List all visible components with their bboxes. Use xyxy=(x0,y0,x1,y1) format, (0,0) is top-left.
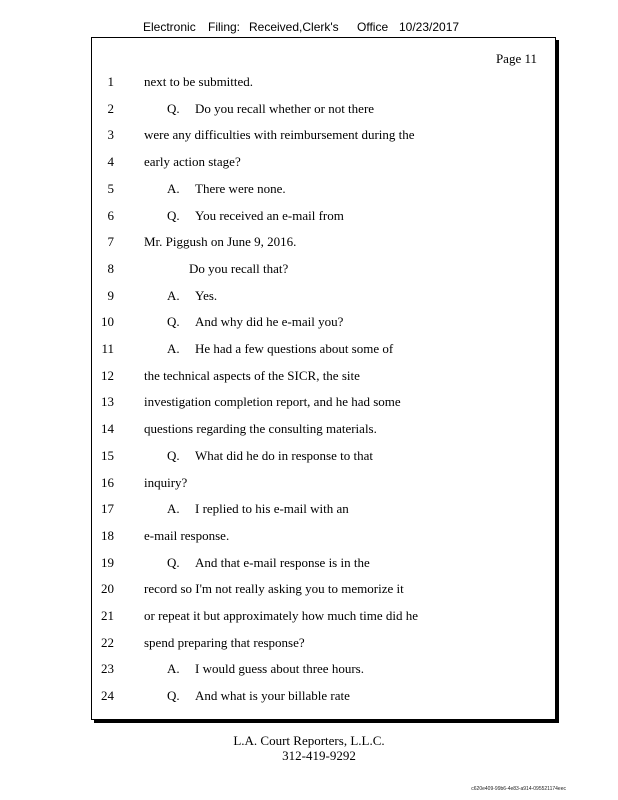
line-text xyxy=(144,73,253,91)
line-text xyxy=(144,474,187,492)
transcript-line xyxy=(92,500,532,518)
transcript-line xyxy=(92,367,532,385)
line-content: record so I'm not really asking you to memorize it xyxy=(144,581,404,597)
qa-marker: A. xyxy=(167,341,180,356)
qa-marker: Q. xyxy=(167,447,180,463)
transcript-line xyxy=(92,527,532,545)
line-text xyxy=(167,313,343,331)
line-text xyxy=(144,607,418,625)
line-number: 11 xyxy=(101,341,114,356)
line-content: Yes. xyxy=(195,287,218,303)
line-text xyxy=(144,153,241,171)
line-text xyxy=(167,207,344,225)
transcript-line xyxy=(92,420,532,438)
transcript-line xyxy=(92,233,532,251)
page-shadow-bottom xyxy=(94,720,559,723)
qa-marker: Q. xyxy=(167,100,180,116)
transcript-line xyxy=(92,153,532,171)
line-number: 21 xyxy=(101,608,114,623)
line-content: or repeat it but approximately how much time did he xyxy=(144,608,419,623)
qa-marker: Q. xyxy=(167,688,180,704)
line-content: And that e-mail response is in the xyxy=(195,554,370,570)
line-text xyxy=(167,100,374,118)
transcript-line xyxy=(92,607,532,625)
line-text xyxy=(189,260,288,278)
line-number: 5 xyxy=(107,180,114,196)
line-content: questions regarding the consulting materials. xyxy=(144,421,377,437)
line-content: I replied to his e-mail with an xyxy=(195,501,349,517)
qa-marker: A. xyxy=(167,287,180,303)
line-content: the technical aspects of the SICR, the site xyxy=(144,367,360,383)
transcript-line xyxy=(92,126,532,144)
filing-header-date: 10/23/2017 xyxy=(399,20,460,34)
line-number: 24 xyxy=(101,688,114,704)
line-content: next to be submitted. xyxy=(144,74,254,89)
transcript-line xyxy=(92,287,532,305)
line-content: And why did he e-mail you? xyxy=(195,314,344,330)
transcript-line xyxy=(92,687,532,705)
line-number: 2 xyxy=(107,100,114,116)
filing-header-received: Received,Clerk's xyxy=(249,20,339,34)
line-text xyxy=(167,180,286,198)
line-content: And what is your billable rate xyxy=(195,688,350,704)
line-text xyxy=(144,580,404,598)
line-content: I would guess about three hours. xyxy=(195,661,364,677)
line-number: 9 xyxy=(107,287,114,303)
line-text xyxy=(167,447,373,465)
line-content: e-mail response. xyxy=(144,527,230,543)
qa-marker: A. xyxy=(167,661,180,677)
line-number: 7 xyxy=(107,234,114,250)
line-text xyxy=(167,500,349,518)
line-number: 6 xyxy=(107,207,114,223)
line-content: What did he do in response to that xyxy=(195,447,373,463)
line-content: Mr. Piggush on June 9, 2016. xyxy=(144,234,297,250)
line-number: 12 xyxy=(101,367,114,383)
line-number: 3 xyxy=(107,127,114,143)
line-content: Do you recall that? xyxy=(189,260,289,276)
page-shadow-right xyxy=(556,40,559,723)
transcript-line xyxy=(92,340,532,358)
line-text xyxy=(144,420,377,438)
transcript-line xyxy=(92,313,532,331)
line-text xyxy=(144,527,229,545)
line-number: 16 xyxy=(101,474,114,490)
line-text xyxy=(167,340,393,358)
qa-marker: A. xyxy=(167,180,180,196)
footer xyxy=(0,733,618,763)
line-content: Do you recall whether or not there xyxy=(195,100,375,116)
line-content: He had a few questions about some of xyxy=(195,341,394,356)
transcript-line xyxy=(92,554,532,572)
line-content: inquiry? xyxy=(144,474,188,490)
transcript-line xyxy=(92,447,532,465)
line-number: 17 xyxy=(101,501,114,517)
transcript-line xyxy=(92,207,532,225)
page-number: Page 11 xyxy=(495,51,537,66)
line-content: early action stage? xyxy=(144,154,241,170)
qa-marker: Q. xyxy=(167,314,180,330)
line-text xyxy=(167,287,217,305)
filing-header-filing: Filing: xyxy=(208,20,241,34)
line-number: 15 xyxy=(101,447,114,463)
line-content: You received an e-mail from xyxy=(195,207,344,223)
qa-marker: A. xyxy=(167,501,180,517)
line-text xyxy=(144,367,360,385)
qa-marker: Q. xyxy=(167,554,180,570)
line-number: 19 xyxy=(101,554,114,570)
line-number: 4 xyxy=(107,154,114,170)
transcript-line xyxy=(92,100,532,118)
line-text xyxy=(167,554,370,572)
footer-phone: 312-419-9292 xyxy=(282,748,356,763)
transcript-line xyxy=(92,580,532,598)
transcript-line xyxy=(92,393,532,411)
footer-company: L.A. Court Reporters, L.L.C. xyxy=(233,733,385,748)
transcript-page xyxy=(91,37,556,720)
transcript-line xyxy=(92,260,532,278)
transcript-line xyxy=(92,180,532,198)
filing-header-electronic: Electronic xyxy=(143,20,196,34)
line-content: spend preparing that response? xyxy=(144,634,305,650)
line-number: 10 xyxy=(101,314,114,330)
line-content: investigation completion report, and he had some xyxy=(144,394,401,410)
line-text xyxy=(144,393,401,411)
line-number: 23 xyxy=(101,661,114,677)
line-number: 18 xyxy=(101,527,114,543)
line-content: There were none. xyxy=(195,180,286,196)
transcript-line xyxy=(92,634,532,652)
transcript-line xyxy=(92,660,532,678)
line-number: 1 xyxy=(107,74,114,89)
line-content: were any difficulties with reimbursement during the xyxy=(144,127,415,143)
line-number: 14 xyxy=(101,421,114,437)
qa-marker: Q. xyxy=(167,207,180,223)
filing-header-office: Office xyxy=(357,20,389,34)
line-number: 13 xyxy=(101,394,114,410)
line-text xyxy=(167,660,364,678)
line-text xyxy=(144,634,305,652)
filing-header xyxy=(143,20,473,36)
document-hash: c620e409-99b6-4e83-a914-095521174eec xyxy=(471,786,566,792)
line-text xyxy=(144,126,415,144)
transcript-line xyxy=(92,474,532,492)
line-text xyxy=(144,233,296,251)
line-text xyxy=(167,687,350,705)
line-number: 22 xyxy=(101,634,114,650)
transcript-line xyxy=(92,73,532,91)
line-number: 8 xyxy=(107,260,114,276)
line-number: 20 xyxy=(101,581,114,597)
